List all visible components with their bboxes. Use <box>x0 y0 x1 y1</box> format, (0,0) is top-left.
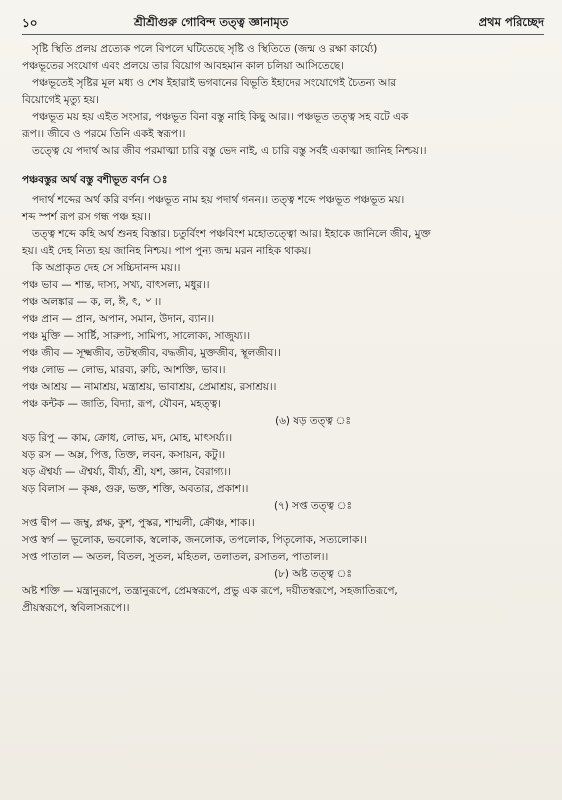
page-header <box>22 10 544 35</box>
list-item: পঞ্চ আশ্রয় — নামাশ্রয়, মন্ত্রাশ্রয়, ভাবাশ্রয়, প্রেমাশ্রয়, রসাশ্রয়।। <box>22 381 277 393</box>
text-line: কি অপ্রাকৃত দেহ সে সচ্চিদানন্দ ময়।। <box>32 262 181 274</box>
text-line: শব্দ স্পর্শ রূপ রস গন্ধ পঞ্চ হয়।। <box>22 211 151 223</box>
text-line: সৃষ্টি স্থিতি প্রলয় প্রত্যেক পলে বিপলে ঘটিতেছে সৃষ্টি ও স্থিতিতে (জন্ম ও রক্ষা কার্য্যে) <box>32 43 378 55</box>
text-line: পঞ্চভূত ময় হয় এইত সংসার, পঞ্চভূত বিনা বস্তু নাহি কিছু আর।। পঞ্চভূত তত্ত্ব সহ বটে এক <box>32 111 409 123</box>
list-item: পঞ্চ কন্টক — জাতি, বিদ্যা, রূপ, যৌবন, মহত্ত্ব। <box>22 398 221 410</box>
list-item: ষড় ঐশ্বর্য্য — ঐশ্বর্য্য, বীর্য্য, শ্রী, যশ, জ্ঞান, বৈরাগ্য।। <box>22 466 231 478</box>
section-heading: পঞ্চবস্তুর অর্থ বস্তু বশীভূত বর্ণন ঃ <box>22 174 168 186</box>
list-item: পঞ্চ অলঙ্কার — ক, ল, ঈ, ৎ, ৺ ।। <box>22 296 162 308</box>
subsection-heading: (৭) সপ্ত তত্ত্ব ঃ <box>273 500 352 512</box>
page-number: ১০ <box>22 16 38 30</box>
list-item: ষড় রস — অম্ল, পিত্ত, তিক্ত, লবন, কসায়ন, কটু।। <box>22 449 226 461</box>
text-line: বিয়োগেই মৃত্যু হয়। <box>22 94 99 106</box>
list-item: অষ্ট শক্তি — মন্ত্রানুরূপে, তন্ত্রানুরূপে, প্রেমস্বরূপে, প্রভু এক রূপে, দয়ীতস্বরূপে, সহজাতিরূপে, <box>22 585 398 597</box>
text-line: তত্ত্বে যে পদার্থ আর জীব পরমাত্মা চারি বস্তু ভেদ নাই, এ চারি বস্তু সর্বই একাত্মা জানিহ নিশ্চয়।। <box>32 145 427 157</box>
list-item: প্রীয়স্বরূপে, স্ববিলাসরূপে।। <box>22 602 130 614</box>
subsection-heading: (৬) ষড় তত্ত্ব ঃ <box>275 415 351 427</box>
list-item: ষড় বিলাস — কৃষ্ণ, গুরু, ভক্ত, শক্তি, অবতার, প্রকাশ।। <box>22 483 249 495</box>
text-line: রূপ।। জীবে ও পরমে তিনি একই স্বরূপ।। <box>22 128 186 140</box>
list-item: সপ্ত স্বর্গ — ভূলোক, ভবলোক, স্বলোক, জনলোক, তপলোক, পিতৃলোক, সত্যলোক।। <box>22 534 367 546</box>
text-line: পঞ্চভূতের সংযোগ এবং প্রলয়ে তার বিয়োগ আবহমান কাল চলিয়া আসিতেছে। <box>22 60 344 72</box>
page-body <box>22 41 544 617</box>
chapter-title: প্রথম পরিচ্ছেদ <box>478 15 544 29</box>
text-line: হয়। এই দেহ নিত্য হয় জানিহ নিশ্চয়। পাপ পুন্য জন্ম মরন নাহিক থাকয়। <box>22 245 312 257</box>
subsection-heading: (৮) অষ্ট তত্ত্ব ঃ <box>274 568 352 580</box>
text-line: পঞ্চভূতেই সৃষ্টির মূল মধ্য ও শেষ ইহারাই ভগবানের বিভূতি ইহাদের সংযোগেই চৈতন্য আর <box>32 77 397 89</box>
list-item: পঞ্চ জীব — সূক্ষ্মজীব, তটস্থজীব, বদ্ধজীব, মুক্তজীব, স্থূলজীব।। <box>22 347 281 359</box>
list-item: পঞ্চ প্রান — প্রান, অপান, সমান, উদান, ব্যান।। <box>22 313 215 325</box>
book-title: শ্রীশ্রীগুরু গোবিন্দ তত্ত্ব জ্ঞানামৃত <box>134 15 289 29</box>
list-item: সপ্ত দ্বীপ — জম্বু, প্লক্ষ, কুশ, পুস্কর, শাম্মলী, ক্রৌঞ্চ, শাক।। <box>22 517 255 529</box>
list-item: ষড় রিপু — কাম, ক্রোধ, লোভ, মদ, মোহ, মাৎসর্য্য।। <box>22 432 233 444</box>
list-item: পঞ্চ লোভ — লোভ, মারব্য, রুচি, আশক্তি, ভাব।। <box>22 364 226 376</box>
text-line: পদার্থ শব্দের অর্থ করি বর্ণন। পঞ্চভূত নাম হয় পদার্থ গনন।। তত্ত্ব শব্দে পঞ্চভূত পঞ্চভূত ময়। <box>32 194 405 206</box>
list-item: সপ্ত পাতাল — অতল, বিতল, সুতল, মহিতল, তলাতল, রসাতল, পাতাল।। <box>22 551 329 563</box>
text-line: তত্ত্ব শব্দে কহি অর্থ শুনহ বিস্তার। চতুর্বিংশ পঞ্চবিংশ মহোতত্ত্বো আর। ইহাকে জানিলে জীব, মুক্ত <box>32 228 431 240</box>
list-item: পঞ্চ মুক্তি — সার্ষ্টি, সারুপ্য, সামিপ্য, সালোক্য, সাজুয্য।। <box>22 330 251 342</box>
list-item: পঞ্চ ভাব — শান্ত, দাস্য, সখ্য, বাৎসল্য, মধুর।। <box>22 279 210 291</box>
